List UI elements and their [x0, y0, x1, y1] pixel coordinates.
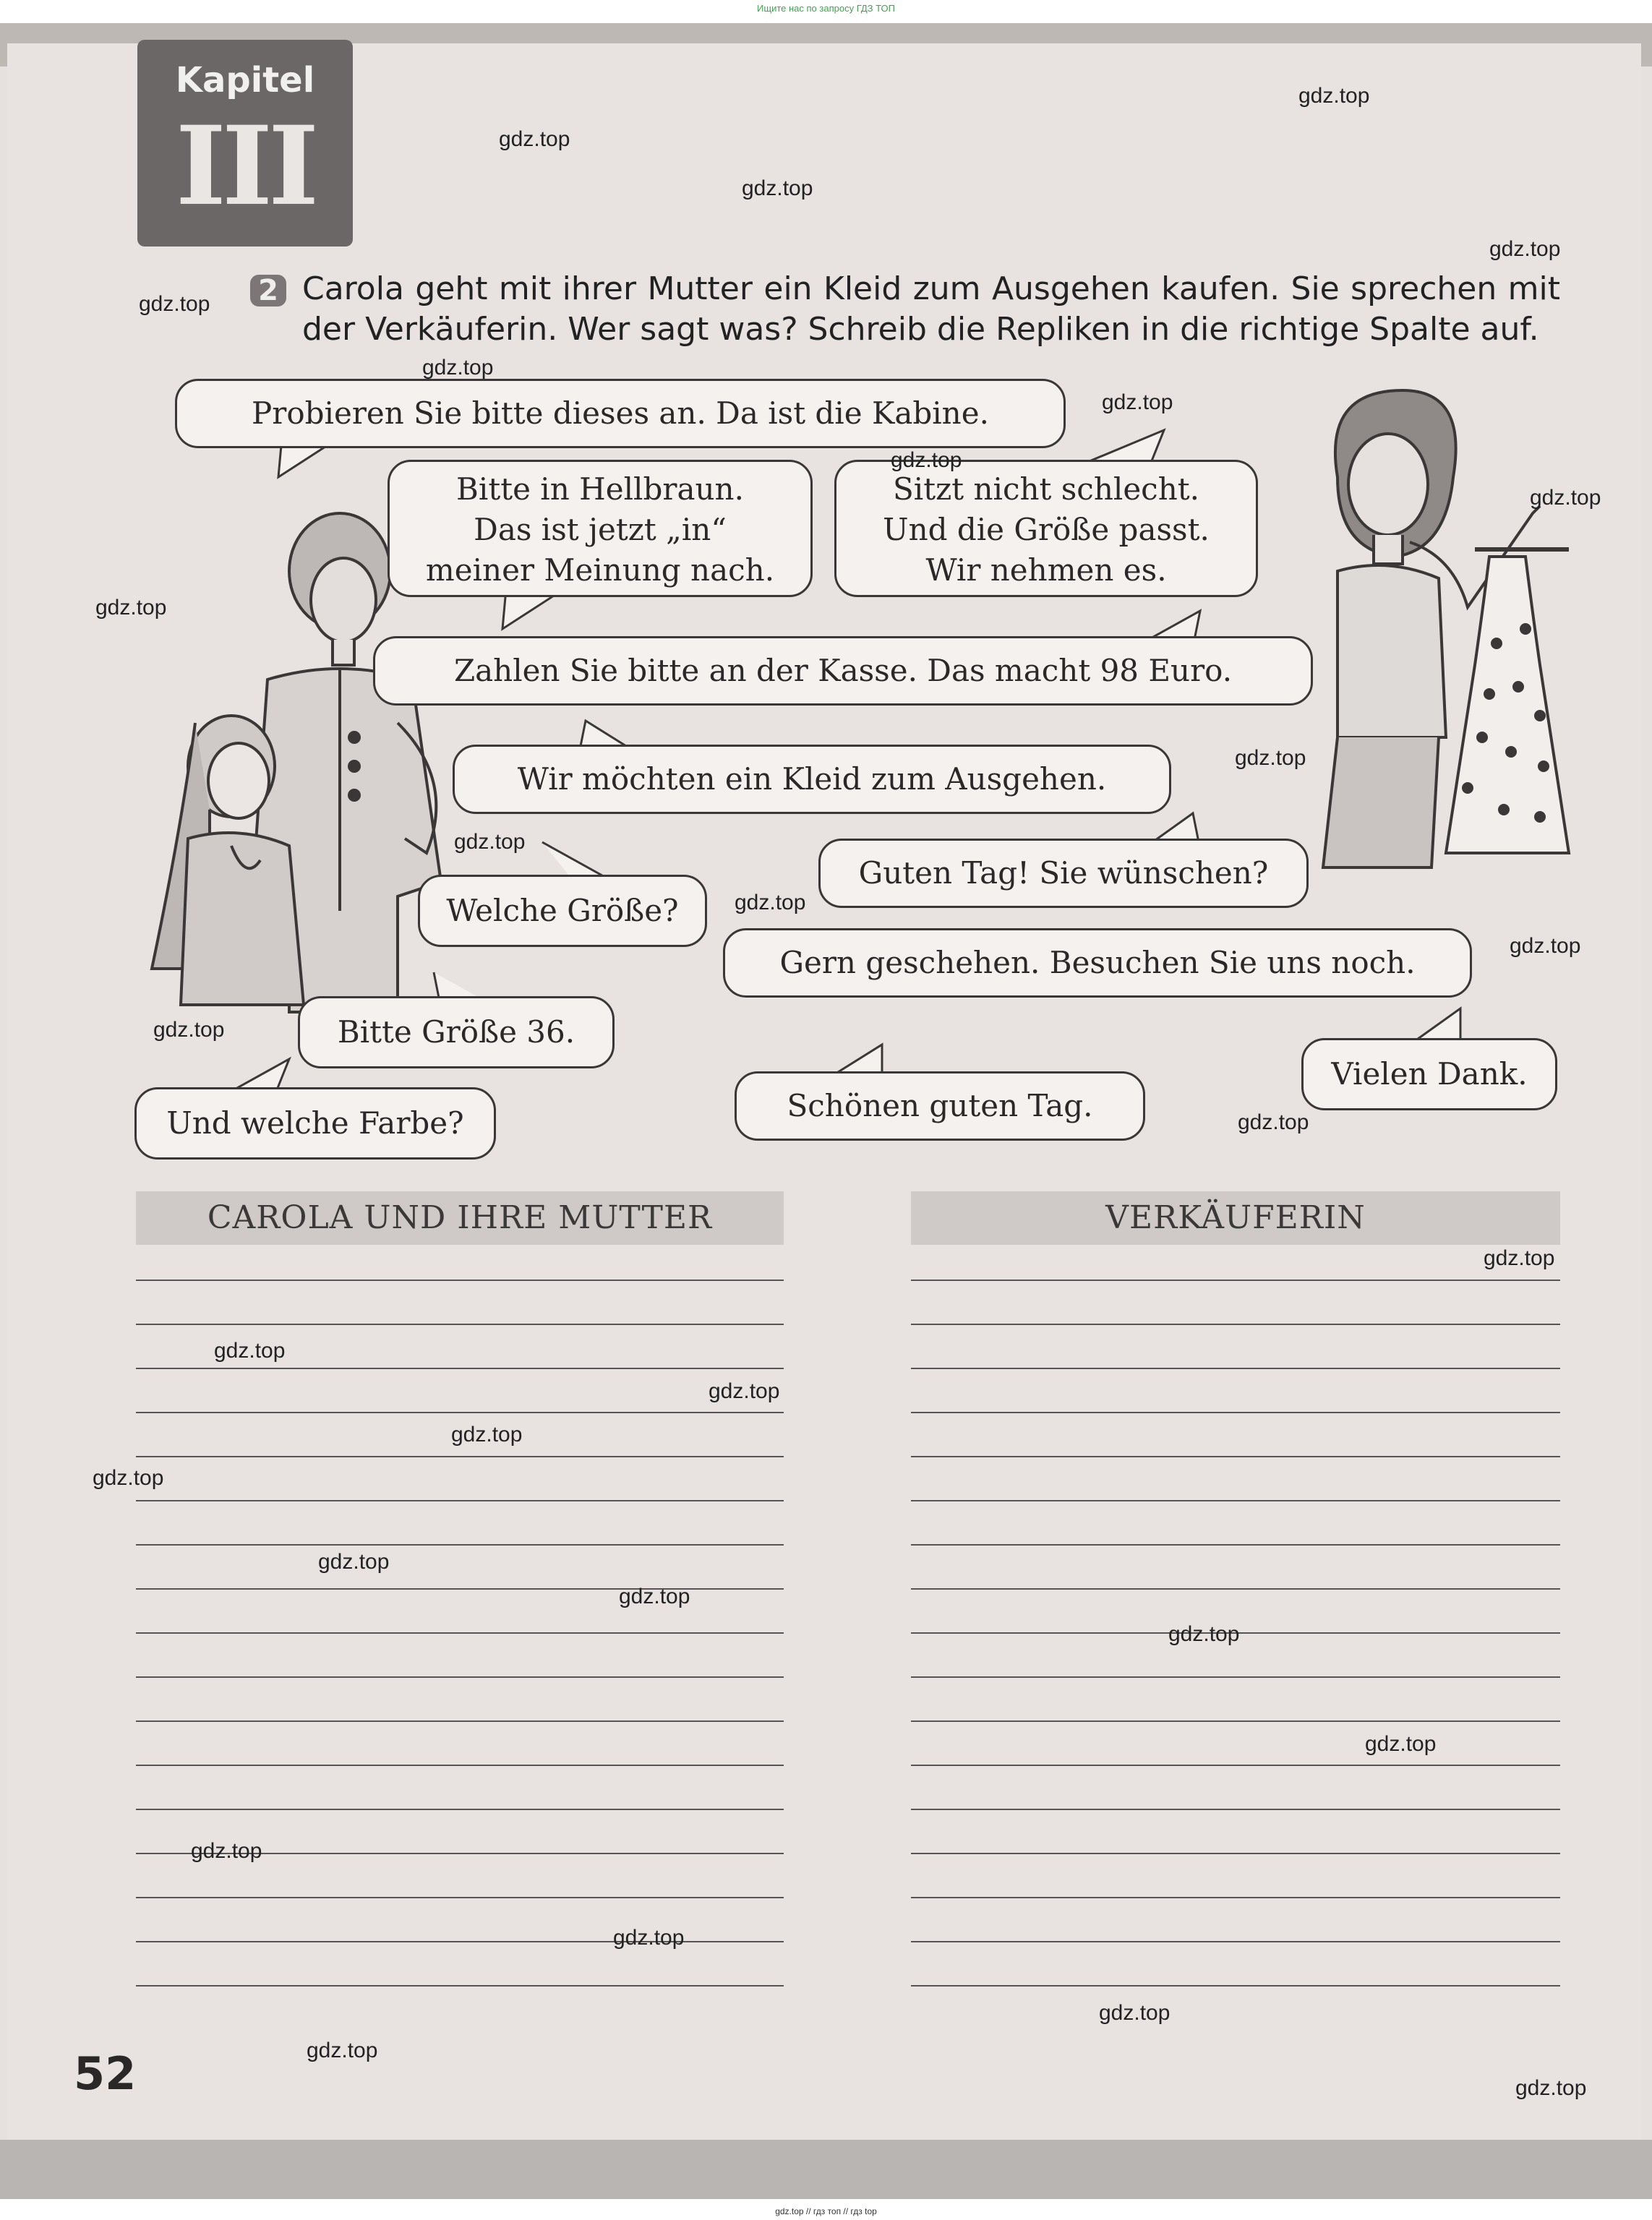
- bubble-guten-tag: Guten Tag! Sie wünschen?: [818, 839, 1309, 908]
- writing-line[interactable]: [136, 1324, 784, 1325]
- writing-line[interactable]: [136, 1941, 784, 1942]
- bubble-groesse-36: Bitte Größe 36.: [298, 996, 615, 1068]
- writing-line[interactable]: [136, 1544, 784, 1546]
- writing-line[interactable]: [136, 1456, 784, 1457]
- writing-line[interactable]: [911, 1676, 1560, 1678]
- bubble-schoenen-tag: Schönen guten Tag.: [735, 1071, 1145, 1141]
- bubble-vielen-dank: Vielen Dank.: [1301, 1038, 1557, 1110]
- watermark: gdz.top: [742, 176, 813, 200]
- writing-line[interactable]: [911, 1897, 1560, 1898]
- writing-line[interactable]: [911, 1985, 1560, 1987]
- writing-area-right[interactable]: [911, 1280, 1560, 2031]
- watermark: gdz.top: [422, 356, 494, 380]
- bubble-welche-groesse: Welche Größe?: [418, 875, 707, 947]
- bubble-line: meiner Meinung nach.: [425, 552, 775, 588]
- watermark: gdz.top: [454, 830, 526, 854]
- writing-area-left[interactable]: [136, 1280, 784, 2031]
- writing-line[interactable]: [136, 1676, 784, 1678]
- watermark: gdz.top: [891, 448, 962, 472]
- chapter-word: Kapitel: [175, 60, 315, 100]
- writing-line[interactable]: [911, 1456, 1560, 1457]
- watermark: gdz.top: [1235, 746, 1306, 770]
- watermark: gdz.top: [1238, 1110, 1309, 1134]
- writing-line[interactable]: [911, 1588, 1560, 1590]
- watermark: gdz.top: [191, 1839, 262, 1863]
- writing-line[interactable]: [136, 1809, 784, 1810]
- writing-line[interactable]: [911, 1853, 1560, 1854]
- watermark: gdz.top: [451, 1423, 523, 1447]
- writing-line[interactable]: [136, 1632, 784, 1634]
- watermark: gdz.top: [1510, 934, 1581, 958]
- column-header-carola: CAROLA UND IHRE MUTTER: [136, 1191, 784, 1245]
- watermark: gdz.top: [709, 1379, 780, 1403]
- watermark: gdz.top: [1099, 2001, 1170, 2025]
- watermark: gdz.top: [153, 1018, 225, 1042]
- footer-note: gdz.top // гдз топ // гдз top: [775, 2206, 877, 2216]
- watermark: gdz.top: [1489, 237, 1561, 261]
- bubble-line: Und die Größe passt.: [883, 512, 1210, 547]
- watermark: gdz.top: [1530, 486, 1601, 510]
- bubble-line: Wir nehmen es.: [925, 552, 1167, 588]
- watermark: gdz.top: [1168, 1622, 1240, 1646]
- writing-line[interactable]: [911, 1720, 1560, 1722]
- writing-line[interactable]: [911, 1500, 1560, 1501]
- writing-line[interactable]: [136, 1368, 784, 1369]
- saleswoman-illustration: [1294, 376, 1583, 882]
- bubble-hellbraun: [388, 460, 813, 597]
- watermark: gdz.top: [1365, 1732, 1437, 1756]
- bubble-line: Das ist jetzt „in“: [474, 512, 727, 547]
- watermark: gdz.top: [613, 1926, 685, 1950]
- chapter-badge: [137, 40, 353, 247]
- torn-edge-bottom: [0, 2140, 1652, 2199]
- bubble-sitzt: [834, 460, 1258, 597]
- writing-line[interactable]: [911, 1544, 1560, 1546]
- page-number: 52: [74, 2047, 137, 2100]
- writing-line[interactable]: [136, 1280, 784, 1281]
- writing-line[interactable]: [136, 1720, 784, 1722]
- watermark: gdz.top: [95, 596, 167, 620]
- task-text: Carola geht mit ihrer Mutter ein Kleid zum Ausgehen kaufen. Sie sprechen mit der Verkäuferin. Wer sagt was? Schreib die Repliken in die richtige Spalte auf.: [302, 270, 1560, 348]
- chapter-number: III: [175, 103, 315, 230]
- bubble-welche-farbe: Und welche Farbe?: [134, 1087, 496, 1160]
- watermark: gdz.top: [1515, 2076, 1587, 2100]
- watermark: gdz.top: [214, 1339, 286, 1363]
- bubble-line: Sitzt nicht schlecht.: [893, 471, 1199, 507]
- bubble-gern: Gern geschehen. Besuchen Sie uns noch.: [723, 928, 1472, 998]
- task-number-badge: 2: [250, 275, 286, 307]
- watermark: gdz.top: [307, 2039, 378, 2062]
- watermark: gdz.top: [1298, 84, 1370, 108]
- watermark: gdz.top: [139, 292, 210, 316]
- watermark: gdz.top: [735, 891, 806, 914]
- writing-line[interactable]: [136, 1897, 784, 1898]
- writing-line[interactable]: [136, 1500, 784, 1501]
- writing-line[interactable]: [136, 1412, 784, 1413]
- header-note: Ищите нас по запросу ГДЗ ТОП: [757, 3, 895, 14]
- watermark: gdz.top: [619, 1585, 690, 1608]
- watermark: gdz.top: [1484, 1246, 1555, 1270]
- writing-line[interactable]: [911, 1941, 1560, 1942]
- writing-line[interactable]: [911, 1324, 1560, 1325]
- writing-line[interactable]: [136, 1765, 784, 1766]
- watermark: gdz.top: [1102, 390, 1173, 414]
- bubble-line: Bitte in Hellbraun.: [456, 471, 744, 507]
- writing-line[interactable]: [136, 1985, 784, 1987]
- bubble-probieren: Probieren Sie bitte dieses an. Da ist die Kabine.: [175, 379, 1066, 448]
- writing-line[interactable]: [911, 1280, 1560, 1281]
- column-header-verkaeuferin: VERKÄUFERIN: [911, 1191, 1560, 1245]
- bubble-zahlen: Zahlen Sie bitte an der Kasse. Das macht 98 Euro.: [373, 636, 1313, 706]
- writing-line[interactable]: [911, 1368, 1560, 1369]
- writing-line[interactable]: [911, 1765, 1560, 1766]
- watermark: gdz.top: [318, 1550, 390, 1574]
- writing-line[interactable]: [911, 1809, 1560, 1810]
- writing-line[interactable]: [911, 1412, 1560, 1413]
- watermark: gdz.top: [93, 1466, 164, 1490]
- bubble-kleid: Wir möchten ein Kleid zum Ausgehen.: [453, 745, 1171, 814]
- watermark: gdz.top: [499, 127, 570, 151]
